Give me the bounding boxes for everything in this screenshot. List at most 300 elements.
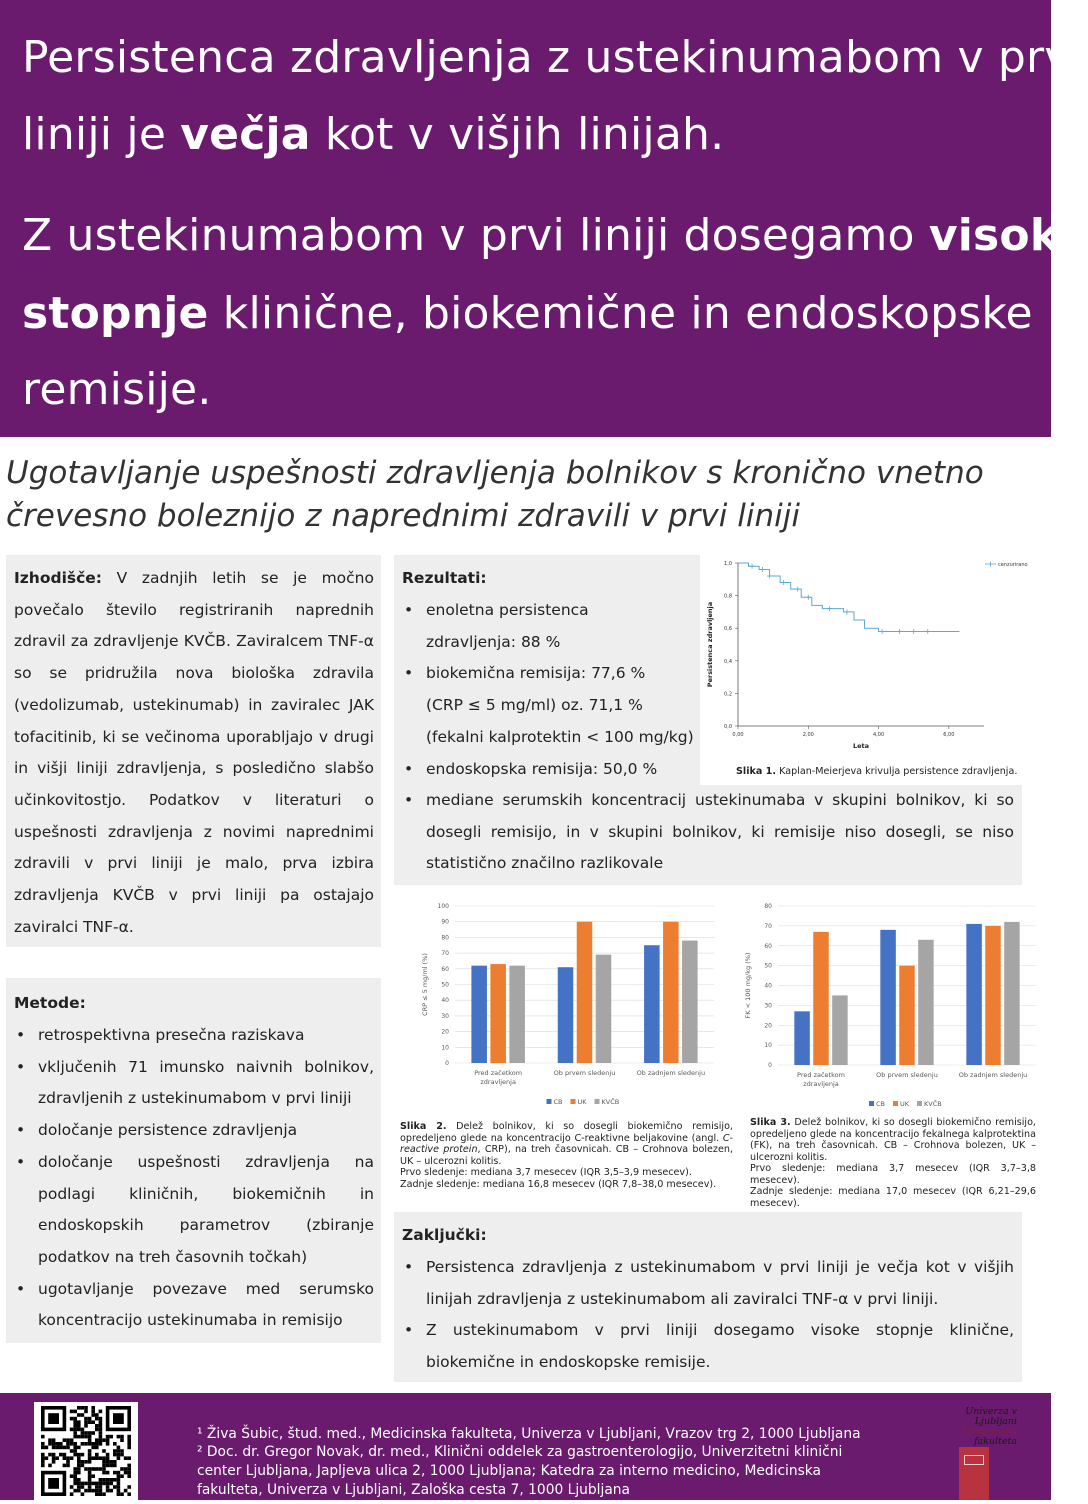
qr-module — [81, 1428, 85, 1432]
qr-module — [113, 1460, 117, 1464]
footer-line-3: center Ljubljana, Japljeva ulica 2, 1000 Ljubljana; Katedra za interno medicino, Medicinska — [197, 1463, 822, 1479]
fk-y-tick-label: 50 — [764, 962, 772, 970]
qr-module — [73, 1446, 77, 1450]
qr-module — [106, 1471, 110, 1475]
qr-module — [99, 1482, 103, 1486]
km-legend-label: cenzurirano — [998, 562, 1028, 568]
list-item: • biokemična remisija: 77,6 % (CRP ≤ 5 mg/ml) oz. 71,1 % (fekalni kalprotektin < 100 mg/kg) — [402, 658, 702, 753]
fk-legend-swatch — [893, 1101, 898, 1106]
qr-module — [41, 1453, 45, 1457]
qr-module — [124, 1467, 128, 1471]
crp-y-tick-label: 0 — [445, 1060, 449, 1067]
crp-legend-label: KVČB — [601, 1098, 620, 1106]
qr-module — [95, 1467, 99, 1471]
qr-module — [91, 1420, 95, 1424]
zakljucki-panel — [394, 1212, 1022, 1382]
qr-module — [117, 1482, 121, 1486]
qr-module — [99, 1431, 103, 1435]
qr-module — [91, 1474, 95, 1478]
qr-module — [127, 1438, 131, 1442]
fk-bar-uk — [813, 932, 828, 1065]
qr-module — [84, 1410, 88, 1414]
qr-module — [59, 1446, 63, 1450]
km-x-tick-label: 0,00 — [732, 732, 744, 738]
qr-module — [84, 1467, 88, 1471]
rezultati-list-bottom — [402, 785, 1014, 880]
qr-module — [127, 1474, 131, 1478]
qr-module — [95, 1456, 99, 1460]
qr-module — [113, 1485, 117, 1489]
qr-module — [99, 1442, 103, 1446]
metode-list — [14, 1020, 374, 1337]
qr-module — [77, 1471, 81, 1475]
qr-module — [102, 1482, 106, 1486]
qr-module — [52, 1453, 56, 1457]
qr-module — [70, 1456, 74, 1460]
crp-bar-cb — [558, 967, 574, 1063]
qr-module — [73, 1474, 77, 1478]
qr-module — [91, 1456, 95, 1460]
qr-module — [45, 1456, 49, 1460]
crp-bar-kvčb — [596, 955, 612, 1063]
qr-module — [102, 1492, 106, 1496]
qr-module — [88, 1420, 92, 1424]
qr-module — [102, 1471, 106, 1475]
km-x-tick-label: 2,00 — [802, 732, 814, 738]
fk-y-tick-label: 10 — [764, 1042, 772, 1050]
fk-bar-uk — [985, 926, 1000, 1065]
list-item: • ugotavljanje povezave med serumsko koncentracijo ustekinumaba in remisijo — [14, 1274, 374, 1337]
fk-y-tick-label: 60 — [764, 942, 772, 950]
qr-module — [70, 1417, 74, 1421]
qr-module — [77, 1456, 81, 1460]
footer — [0, 1393, 1051, 1500]
qr-module — [81, 1464, 85, 1468]
fk-y-tick-label: 70 — [764, 922, 772, 930]
list-item: • mediane serumskih koncentracij ustekinumaba v skupini bolnikov, ki so dosegli remisijo, in v skupini bolnikov, ki remisije niso dosegli, se niso statistično značilno razlikovale — [402, 785, 1014, 880]
km-survival-line — [738, 563, 959, 631]
zakljucki-list — [402, 1252, 1014, 1379]
qr-module — [99, 1492, 103, 1496]
banner-line-2: liniji je večja kot v višjih linijah. — [22, 109, 725, 160]
qr-module — [88, 1489, 92, 1493]
qr-module — [81, 1435, 85, 1439]
qr-module — [48, 1442, 52, 1446]
list-item: • retrospektivna presečna raziskava — [14, 1020, 374, 1052]
fk-bar-cb — [794, 1011, 809, 1065]
fk-x-tick-label: Pred začetkom — [797, 1071, 845, 1079]
qr-module — [77, 1435, 81, 1439]
qr-module — [81, 1442, 85, 1446]
crp-legend-swatch — [571, 1099, 576, 1104]
qr-module — [73, 1420, 77, 1424]
qr-module — [66, 1456, 70, 1460]
qr-module — [99, 1489, 103, 1493]
qr-module — [81, 1482, 85, 1486]
qr-module — [88, 1417, 92, 1421]
crp-bar-kvčb — [682, 941, 698, 1063]
izhodisce-heading: Izhodišče: — [14, 569, 103, 587]
qr-module — [81, 1453, 85, 1457]
qr-module — [124, 1471, 128, 1475]
list-item: • Z ustekinumabom v prvi liniji dosegamo visoke stopnje klinične, biokemične in endoskopske remisije. — [402, 1315, 1014, 1378]
qr-module — [99, 1417, 103, 1421]
qr-module — [88, 1460, 92, 1464]
qr-module — [117, 1478, 121, 1482]
qr-module — [127, 1464, 131, 1468]
qr-module — [95, 1438, 99, 1442]
qr-module — [113, 1449, 117, 1453]
qr-module — [95, 1482, 99, 1486]
qr-module — [95, 1413, 99, 1417]
qr-module — [120, 1438, 124, 1442]
qr-module — [77, 1453, 81, 1457]
qr-module — [73, 1478, 77, 1482]
crp-y-tick-label: 20 — [441, 1028, 449, 1036]
qr-module — [117, 1449, 121, 1453]
qr-module — [77, 1464, 81, 1468]
crp-y-tick-label: 40 — [441, 997, 449, 1005]
list-item: • Persistenca zdravljenja z ustekinumabom v prvi liniji je večja kot v višjih linijah zdravljenja z ustekinumabom ali zaviralci TNF-α v prvi liniji. — [402, 1252, 1014, 1315]
qr-module — [88, 1485, 92, 1489]
qr-module — [77, 1446, 81, 1450]
crp-bar-chart — [398, 898, 716, 1113]
qr-module — [117, 1489, 121, 1493]
qr-module — [127, 1467, 131, 1471]
qr-module — [66, 1446, 70, 1450]
poster-subtitle: Ugotavljanje uspešnosti zdravljenja bolnikov s kronično vnetno črevesno boleznijo z naprednimi zdravili v prvi liniji — [6, 455, 984, 534]
qr-module — [91, 1406, 95, 1410]
qr-module — [127, 1435, 131, 1439]
qr-module — [88, 1438, 92, 1442]
izhodisce-panel — [6, 555, 381, 947]
fk-bar-kvčb — [1004, 922, 1019, 1065]
qr-module — [70, 1428, 74, 1432]
crp-y-tick-label: 90 — [441, 918, 449, 926]
qr-module — [120, 1474, 124, 1478]
qr-module — [120, 1449, 124, 1453]
qr-module — [99, 1438, 103, 1442]
fk-bar-cb — [880, 930, 895, 1065]
qr-module — [127, 1456, 131, 1460]
qr-module — [77, 1428, 81, 1432]
qr-code[interactable] — [34, 1402, 138, 1500]
qr-module — [77, 1482, 81, 1486]
qr-module — [63, 1446, 67, 1450]
crp-y-tick-label: 10 — [441, 1044, 449, 1052]
fk-x-tick-label: zdravljenja — [803, 1080, 839, 1088]
qr-module — [88, 1471, 92, 1475]
qr-module — [41, 1442, 45, 1446]
qr-module — [52, 1438, 56, 1442]
fk-bar-cb — [966, 924, 981, 1065]
qr-module — [66, 1460, 70, 1464]
fk-bar-chart-container — [744, 898, 1038, 1113]
rezultati-heading: Rezultati: — [402, 569, 487, 587]
qr-module — [59, 1453, 63, 1457]
qr-module — [102, 1464, 106, 1468]
qr-module — [81, 1413, 85, 1417]
crp-legend-swatch — [595, 1099, 600, 1104]
qr-module — [73, 1410, 77, 1414]
fk-y-tick-label: 40 — [764, 982, 772, 990]
qr-module — [59, 1442, 63, 1446]
fk-legend-label: CB — [876, 1100, 885, 1108]
qr-module — [106, 1438, 110, 1442]
qr-module — [88, 1449, 92, 1453]
km-x-label: Leta — [852, 742, 870, 750]
km-chart — [700, 553, 1028, 785]
qr-module — [63, 1438, 67, 1442]
qr-module — [77, 1485, 81, 1489]
qr-module — [95, 1428, 99, 1432]
qr-module — [99, 1428, 103, 1432]
qr-module — [102, 1438, 106, 1442]
qr-module — [73, 1453, 77, 1457]
qr-finder — [48, 1413, 59, 1424]
qr-module — [117, 1474, 121, 1478]
qr-module — [95, 1417, 99, 1421]
crp-bar-kvčb — [509, 966, 525, 1063]
qr-module — [99, 1420, 103, 1424]
km-y-tick-label: 0,6 — [724, 626, 732, 633]
fk-legend-label: UK — [900, 1100, 910, 1108]
rezultati-panel — [394, 555, 1028, 885]
footer-line-2: ² Doc. dr. Gregor Novak, dr. med., Klinični oddelek za gastroenterologijo, Univerzitetni klinični — [197, 1444, 843, 1460]
fk-legend-swatch — [917, 1101, 922, 1106]
qr-module — [88, 1453, 92, 1457]
qr-module — [109, 1435, 113, 1439]
qr-module — [106, 1482, 110, 1486]
qr-module — [106, 1435, 110, 1439]
qr-module — [91, 1482, 95, 1486]
list-item: • vključenih 71 imunsko naivnih bolnikov, zdravljenih z ustekinumabom v prvi liniji — [14, 1052, 374, 1115]
qr-module — [117, 1456, 121, 1460]
qr-module — [77, 1489, 81, 1493]
qr-module — [63, 1456, 67, 1460]
crp-y-tick-label: 70 — [441, 950, 449, 958]
top-banner — [0, 0, 1088, 437]
qr-module — [127, 1471, 131, 1475]
fk-y-tick-label: 0 — [768, 1062, 772, 1069]
qr-module — [124, 1489, 128, 1493]
fk-legend-label: KVČB — [924, 1100, 942, 1108]
fk-y-tick-label: 30 — [764, 1002, 772, 1010]
fk-legend-swatch — [869, 1101, 874, 1106]
crp-x-tick-label: Pred začetkom — [474, 1069, 523, 1077]
qr-module — [88, 1478, 92, 1482]
qr-module — [84, 1442, 88, 1446]
qr-module — [106, 1460, 110, 1464]
banner-line-4: stopnje klinične, biokemične in endoskopske — [22, 288, 1033, 339]
fig3-caption: Slika 3. Delež bolnikov, ki so dosegli biokemično remisijo, opredeljeno glede na koncentracijo fekalnega kalprotektina (FK), na treh časovnicah. CB – Crohnova bolezen, UK – ulcerozni kolitis. Prvo sledenje: mediana 3,7 mesecev (IQR 3,7–3,8 mesecev). Zadnje sledenje: mediana 17,0 mesecev (IQR 6,21–29,6 mesecev). — [750, 1117, 1036, 1209]
crp-y-tick-label: 60 — [441, 965, 449, 973]
qr-module — [117, 1453, 121, 1457]
qr-module — [106, 1442, 110, 1446]
qr-module — [52, 1460, 56, 1464]
qr-module — [73, 1467, 77, 1471]
km-y-tick-label: 0,4 — [724, 658, 732, 665]
qr-module — [84, 1417, 88, 1421]
qr-module — [109, 1489, 113, 1493]
qr-module — [91, 1442, 95, 1446]
qr-module — [120, 1453, 124, 1457]
qr-module — [113, 1464, 117, 1468]
qr-module — [117, 1492, 121, 1496]
crp-bar-chart-container — [398, 898, 716, 1113]
logo-emblem-icon — [959, 1447, 989, 1500]
qr-module — [91, 1446, 95, 1450]
qr-code-icon — [34, 1402, 138, 1500]
km-y-tick-label: 0,8 — [724, 593, 732, 600]
qr-module — [77, 1413, 81, 1417]
qr-module — [55, 1446, 59, 1450]
qr-module — [102, 1478, 106, 1482]
fig2-caption: Slika 2. Delež bolnikov, ki so dosegli biokemično remisijo, opredeljeno glede na koncentracijo C-reaktivne beljakovine (angl. C-reactive protein, CRP), na treh časovnicah. CB – Crohnova bolezen, UK – ulcerozni kolitis. Prvo sledenje: mediana 3,7 mesecev (IQR 3,5–3,9 mesecev). Zadnje sledenje: mediana 16,8 mesecev (IQR 7,8–38,0 mesecev). — [400, 1121, 733, 1190]
qr-module — [81, 1460, 85, 1464]
qr-module — [73, 1489, 77, 1493]
qr-module — [106, 1464, 110, 1468]
qr-module — [95, 1489, 99, 1493]
qr-module — [66, 1442, 70, 1446]
crp-y-label: CRP ≤ 5 mg/ml (%) — [421, 953, 429, 1016]
qr-module — [106, 1489, 110, 1493]
qr-module — [120, 1435, 124, 1439]
km-y-label: Persistenca zdravljenja — [706, 601, 714, 688]
qr-module — [66, 1464, 70, 1468]
fk-bar-kvčb — [918, 940, 933, 1065]
qr-module — [95, 1492, 99, 1496]
qr-module — [106, 1478, 110, 1482]
qr-module — [84, 1460, 88, 1464]
km-chart-container — [700, 553, 1028, 785]
qr-module — [70, 1474, 74, 1478]
qr-module — [117, 1435, 121, 1439]
crp-y-tick-label: 30 — [441, 1012, 449, 1020]
qr-module — [99, 1456, 103, 1460]
qr-module — [117, 1471, 121, 1475]
qr-module — [95, 1485, 99, 1489]
qr-module — [41, 1460, 45, 1464]
crp-bar-uk — [663, 922, 679, 1063]
qr-module — [88, 1442, 92, 1446]
qr-module — [70, 1442, 74, 1446]
qr-module — [113, 1442, 117, 1446]
footer-line-1: ¹ Živa Šubic, štud. med., Medicinska fakulteta, Univerza v Ljubljani, Vrazov trg 2, 1000 Ljubljana — [197, 1426, 861, 1442]
qr-module — [88, 1456, 92, 1460]
qr-module — [102, 1460, 106, 1464]
qr-module — [70, 1492, 74, 1496]
izhodisce-body: V zadnjih letih se je močno povečalo število registriranih naprednih zdravil za zdravljenje KVČB. Zaviralcem TNF-α so se pridružila nova biološka zdravila (vedolizumab, ustekinumab) in zaviralec JAK tofacitinib, ki se večinoma uporabljajo v drugi in višji liniji zdravljenja, s posledično slabšo učinkovitostjo. Podatkov v literaturi o uspešnosti zdravljenja z novimi naprednimi zdravili v prvi liniji je malo, prva izbira zdravljenja KVČB v prvi liniji pa ostajajo zaviralci TNF-α. — [14, 569, 374, 936]
qr-module — [77, 1478, 81, 1482]
qr-module — [70, 1410, 74, 1414]
qr-module — [91, 1410, 95, 1414]
qr-module — [41, 1446, 45, 1450]
university-logo — [925, 1407, 1025, 1500]
km-y-tick-label: 1,0 — [724, 561, 732, 567]
qr-module — [41, 1456, 45, 1460]
qr-module — [88, 1474, 92, 1478]
qr-module — [84, 1424, 88, 1428]
list-item: • endoskopska remisija: 50,0 % — [402, 754, 702, 786]
fk-bar-chart — [744, 898, 1038, 1113]
qr-module — [52, 1442, 56, 1446]
fig1-caption: Slika 1. Kaplan-Meierjeva krivulja persistence zdravljenja. — [736, 766, 1018, 777]
zakljucki-heading: Zaključki: — [402, 1226, 487, 1244]
qr-module — [73, 1428, 77, 1432]
km-y-tick-label: 0,0 — [724, 724, 732, 730]
qr-module — [77, 1406, 81, 1410]
crp-x-tick-label: Ob prvem sledenju — [553, 1069, 616, 1077]
qr-module — [120, 1467, 124, 1471]
fk-y-tick-label: 80 — [764, 903, 772, 910]
qr-module — [45, 1446, 49, 1450]
crp-bar-cb — [644, 945, 660, 1063]
crp-y-tick-label: 100 — [437, 903, 449, 910]
qr-module — [113, 1471, 117, 1475]
qr-module — [88, 1431, 92, 1435]
qr-module — [99, 1410, 103, 1414]
qr-module — [95, 1453, 99, 1457]
qr-module — [109, 1460, 113, 1464]
crp-x-tick-label: zdravljenja — [480, 1078, 516, 1086]
qr-module — [124, 1456, 128, 1460]
qr-module — [102, 1456, 106, 1460]
qr-module — [99, 1424, 103, 1428]
qr-module — [84, 1435, 88, 1439]
qr-module — [41, 1464, 45, 1468]
banner-line-3: Z ustekinumabom v prvi liniji dosegamo visoke — [22, 210, 1088, 261]
qr-module — [113, 1453, 117, 1457]
qr-module — [48, 1464, 52, 1468]
qr-module — [77, 1424, 81, 1428]
metode-heading: Metode: — [14, 994, 86, 1012]
rezultati-list-top — [402, 595, 702, 785]
qr-module — [81, 1492, 85, 1496]
qr-module — [84, 1482, 88, 1486]
km-y-tick-label: 0,2 — [724, 691, 732, 698]
qr-module — [88, 1482, 92, 1486]
qr-finder — [113, 1413, 124, 1424]
qr-module — [127, 1485, 131, 1489]
qr-module — [48, 1453, 52, 1457]
qr-module — [63, 1464, 67, 1468]
logo-text: Univerza v Ljubljani Medicinska fakulteta — [961, 1406, 1017, 1447]
fk-x-tick-label: Ob prvem sledenju — [876, 1071, 938, 1079]
fk-y-label: FK < 100 mg/kg (%) — [744, 952, 752, 1019]
qr-module — [41, 1435, 45, 1439]
fk-y-tick-label: 20 — [764, 1022, 772, 1030]
qr-finder — [48, 1478, 59, 1489]
crp-y-tick-label: 80 — [441, 934, 449, 942]
qr-module — [106, 1485, 110, 1489]
qr-module — [77, 1460, 81, 1464]
qr-module — [127, 1442, 131, 1446]
qr-module — [73, 1417, 77, 1421]
qr-module — [91, 1467, 95, 1471]
qr-module — [84, 1406, 88, 1410]
qr-module — [88, 1435, 92, 1439]
crp-x-tick-label: Ob zadnjem sledenju — [636, 1069, 706, 1077]
qr-module — [73, 1471, 77, 1475]
qr-module — [77, 1420, 81, 1424]
qr-module — [106, 1453, 110, 1457]
qr-module — [95, 1424, 99, 1428]
qr-module — [73, 1442, 77, 1446]
qr-module — [73, 1435, 77, 1439]
qr-module — [91, 1413, 95, 1417]
qr-module — [95, 1446, 99, 1450]
